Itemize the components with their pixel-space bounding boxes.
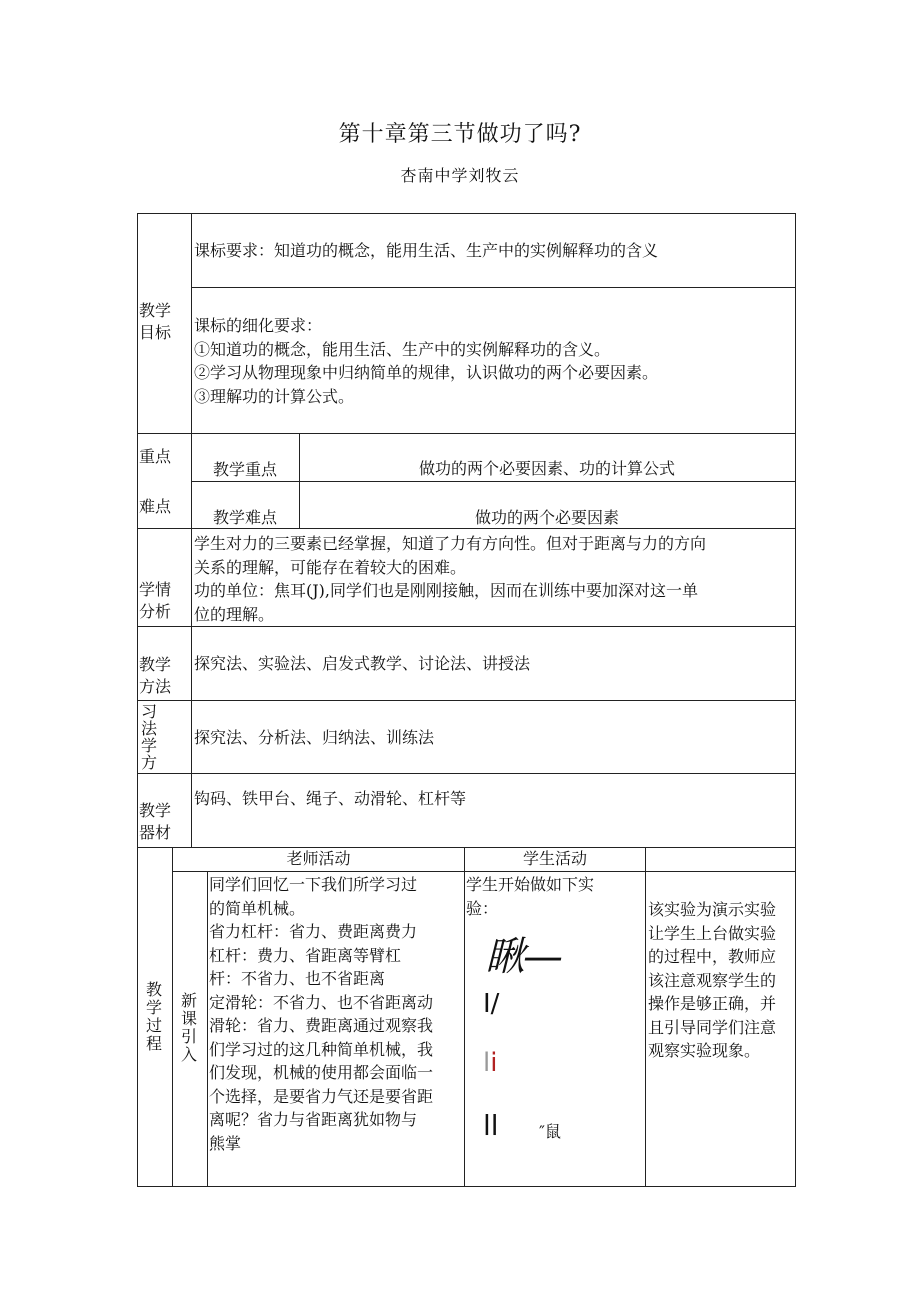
teacher-line: 离呢？省力与省距离犹如物与 — [209, 1110, 418, 1129]
experiment-sketch-mark: I/ — [483, 989, 500, 1019]
curriculum-requirement: 课标要求：知道功的概念，能用生活、生产中的实例解释功的含义 — [194, 241, 659, 260]
difficult-point-label: 难点 — [139, 497, 172, 516]
teacher-line: 个选择，是要省力气还是要省距 — [209, 1086, 434, 1106]
learning-method-label — [139, 703, 159, 771]
key-point-name: 教学重点 — [212, 460, 277, 479]
label-char: 学 — [140, 736, 157, 755]
table-border-left — [137, 213, 138, 1187]
author-line: 杏南中学刘牧云 — [400, 166, 520, 185]
teaching-note — [648, 898, 794, 1063]
analysis-line: 功的单位：焦耳(J),同学们也是刚刚接触，因而在训练中要加深对这一单 — [194, 581, 698, 600]
teaching-method-label-line1: 教学 — [139, 655, 172, 674]
column-divider — [172, 847, 173, 1187]
row-divider — [137, 626, 796, 627]
student-line: 学生开始做如下实 — [466, 875, 595, 894]
label-char: 程 — [145, 1034, 162, 1053]
key-point-value: 做功的两个必要因素、功的计算公式 — [418, 459, 675, 478]
label-char: 引 — [180, 1027, 197, 1046]
teacher-line: 定滑轮：不省力、也不省距离动 — [209, 992, 434, 1012]
student-analysis-label-line1: 学情 — [139, 580, 172, 599]
note-line: 该注意观察学生的 — [648, 970, 777, 990]
teacher-line: 杆：不省力、也不省距离 — [209, 969, 386, 988]
column-divider — [207, 871, 208, 1187]
teacher-activity-header: 老师活动 — [286, 849, 351, 868]
experiment-sketch-mark: ll — [483, 1109, 499, 1142]
teacher-line: 同学们回忆一下我们所学习过 — [209, 875, 418, 894]
note-line: 的过程中，教师应 — [648, 947, 777, 966]
teacher-line: 杠杆：费力、省距离等臂杠 — [209, 945, 402, 965]
note-line: 操作是够正确，并 — [648, 994, 777, 1013]
teacher-line: 省力杠杆：省力、费距离费力 — [209, 922, 418, 941]
column-divider — [464, 847, 465, 1187]
refined-item: ①知道功的概念，能用生活、生产中的实例解释功的含义。 — [194, 339, 611, 359]
row-divider — [191, 481, 796, 482]
label-char: 教 — [145, 980, 162, 999]
note-line: 且引导同学们注意 — [648, 1017, 777, 1037]
teacher-activity-text — [209, 873, 463, 1155]
process-label — [144, 981, 164, 1053]
refined-requirements — [194, 314, 792, 408]
learning-method-value: 探究法、分析法、归纳法、训练法 — [194, 728, 435, 747]
document-title: 第十章第三节做功了吗? — [338, 122, 582, 147]
equipment-label-line2: 器材 — [139, 823, 172, 842]
teacher-line: 们学习过的这几种简单机械，我 — [209, 1039, 434, 1059]
student-analysis-label — [139, 579, 189, 623]
student-activity-header: 学生活动 — [522, 849, 587, 868]
equipment-value: 钩码、铁甲台、绳子、动滑轮、杠杆等 — [194, 789, 467, 808]
student-analysis-text — [194, 532, 792, 626]
label-char: 课 — [180, 1009, 197, 1028]
student-analysis-label-line2: 分析 — [139, 602, 172, 621]
row-divider — [191, 287, 796, 288]
teacher-line: 滑轮：省力、费距离通过观察我 — [209, 1016, 434, 1035]
refined-title: 课标的细化要求： — [194, 316, 323, 335]
objectives-label-line1: 教学 — [139, 301, 172, 320]
experiment-sketch-caption: ″鼠 — [539, 1122, 561, 1141]
equipment-label-line1: 教学 — [139, 801, 172, 820]
analysis-line: 学生对力的三要素已经掌握，知道了力有方向性。但对于距离与力的方向 — [194, 534, 707, 553]
row-divider — [137, 773, 796, 774]
lesson-plan-table — [137, 213, 796, 1187]
equipment-label — [139, 800, 189, 844]
difficult-point-value: 做功的两个必要因素 — [474, 508, 619, 527]
label-column-divider — [191, 213, 192, 847]
label-char: 习 — [140, 702, 157, 721]
analysis-line: 位的理解。 — [194, 604, 275, 624]
table-border-right — [795, 213, 796, 1187]
teacher-line: 的简单机械。 — [209, 898, 306, 918]
difficult-point-name: 教学难点 — [212, 508, 277, 527]
stage-label — [179, 992, 199, 1064]
refined-item: ③理解功的计算公式。 — [194, 386, 355, 406]
table-border-top — [137, 213, 796, 214]
teaching-method-value: 探究法、实验法、启发式教学、讨论法、讲授法 — [194, 654, 531, 673]
student-activity-text — [466, 873, 644, 920]
sketch-red-part: i — [490, 1048, 498, 1078]
teacher-line: 熊掌 — [209, 1133, 242, 1153]
label-char: 法 — [140, 719, 157, 738]
label-char: 新 — [180, 991, 197, 1010]
row-divider — [137, 433, 796, 434]
label-char: 方 — [140, 753, 157, 772]
note-line: 观察实验现象。 — [648, 1041, 761, 1060]
label-char: 入 — [180, 1045, 197, 1064]
student-line: 验： — [466, 898, 499, 918]
teacher-line: 们发现，机械的使用都会面临一 — [209, 1063, 434, 1082]
label-char: 过 — [145, 1016, 162, 1035]
experiment-sketch-mark — [483, 1048, 497, 1078]
note-line: 让学生上台做实验 — [648, 923, 777, 943]
sketch-gray-part: l — [483, 1048, 491, 1078]
row-divider — [172, 871, 796, 872]
objectives-label-line2: 目标 — [139, 323, 172, 342]
table-border-bottom — [137, 1186, 796, 1187]
row-divider — [137, 700, 796, 701]
column-divider — [299, 433, 300, 528]
objectives-label — [139, 300, 189, 344]
teaching-method-label — [139, 654, 189, 698]
analysis-line: 关系的理解，可能存在着较大的困难。 — [194, 557, 467, 577]
note-line: 该实验为演示实验 — [648, 900, 777, 919]
column-divider — [645, 847, 646, 1187]
experiment-sketch-mark: 瞅— — [485, 934, 561, 980]
refined-item: ②学习从物理现象中归纳简单的规律，认识做功的两个必要因素。 — [194, 363, 659, 382]
teaching-method-label-line2: 方法 — [139, 677, 172, 696]
label-char: 学 — [145, 998, 162, 1017]
key-point-label: 重点 — [139, 447, 172, 466]
